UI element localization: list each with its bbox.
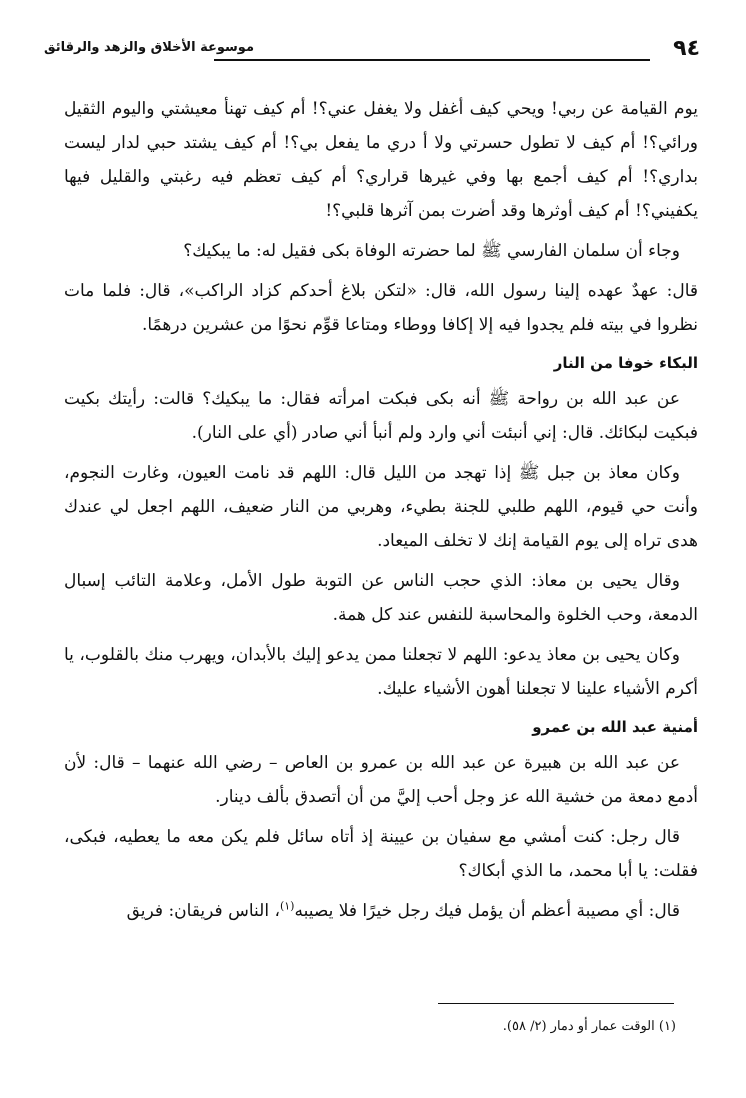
paragraph: وقال يحيى بن معاذ: الذي حجب الناس عن التوبة طول الأمل، وعلامة التائب إسبال الدمعة، وحب الخلوة والمحاسبة للنفس عند كل همة.: [64, 571, 698, 625]
paragraph-text: قال: أي مصيبة أعظم أن يؤمل فيك رجل خيرًا فلا يصيبه: [294, 901, 680, 921]
section-heading: أمنية عبد الله بن عمرو: [532, 718, 698, 736]
paragraph: [64, 894, 698, 928]
footnote-separator: [438, 1003, 674, 1004]
footnote: (١) الوقت عمار أو دمار (٢/ ٥٨).: [502, 1019, 676, 1034]
section-heading: البكاء خوفا من النار: [553, 354, 698, 372]
page-body: [64, 92, 698, 934]
paragraph: عن عبد الله بن رواحة ﷺ أنه بكى فبكت امرأته فقال: ما يبكيك؟ قالت: رأيتك بكيت فبكيت لبكائك. قال: إني أنبئت أني وارد ولم أنبأ أني صادر (أي على النار).: [64, 389, 698, 443]
paragraph: يوم القيامة عن ربي! ويحي كيف أغفل ولا يغفل عني؟! أم كيف تهنأ معيشتي واليوم الثقيل ورائي؟! أم كيف لا تطول حسرتي ولا أ دري ما يفعل بي؟! أم كيف يشتد حبي لدار ليست بداري؟! أم كيف أجمع بها وفي غيرها قراري؟ أم كيف تعظم فيه رغبتي والقليل فيها يكفيني؟! أم كيف أوثرها وقد أضرت بمن آثرها قلبي؟!: [64, 99, 698, 221]
page-header: [44, 36, 700, 66]
book-title: موسوعة الأخلاق والزهد والرقائق: [44, 40, 254, 55]
paragraph: وكان معاذ بن جبل ﷺ إذا تهجد من الليل قال: اللهم قد نامت العيون، وغارت النجوم، وأنت حي قيوم، اللهم طلبي للجنة بطيء، وهربي من النار ضعيف، اللهم اجعل لي عندك هدى تراه إلى يوم القيامة إنك لا تخلف الميعاد.: [64, 463, 698, 551]
paragraph: وجاء أن سلمان الفارسي ﷺ لما حضرته الوفاة بكى فقيل له: ما يبكيك؟: [183, 241, 680, 261]
paragraph: وكان يحيى بن معاذ يدعو: اللهم لا تجعلنا ممن يدعو إليك بالأبدان، ويهرب منك بالقلوب، يا أكرم الأشياء علينا لا تجعلنا أهون الأشياء عليك.: [64, 645, 698, 699]
paragraph-text: ، الناس فريقان: فريق: [126, 901, 280, 921]
footnote-reference[interactable]: (١): [279, 899, 295, 913]
page-number: ٩٤: [673, 36, 700, 61]
header-rule: [214, 59, 650, 61]
paragraph: قال رجل: كنت أمشي مع سفيان بن عيينة إذ أتاه سائل فلم يكن معه ما يعطيه، فبكى، فقلت: يا أبا محمد، ما الذي أبكاك؟: [64, 827, 698, 881]
paragraph: عن عبد الله بن هبيرة عن عبد الله بن عمرو بن العاص – رضي الله عنهما – قال: لأن أدمع دمعة من خشية الله عز وجل أحب إليَّ من أن أتصدق بألف دينار.: [64, 753, 698, 807]
paragraph: قال: عهدٌ عهده إلينا رسول الله، قال: «لتكن بلاغ أحدكم كزاد الراكب»، قال: فلما مات نظروا في بيته فلم يجدوا فيه إلا إكافا ووطاء ومتاعا قوِّم نحوًا من عشرين درهمًا.: [64, 281, 698, 335]
